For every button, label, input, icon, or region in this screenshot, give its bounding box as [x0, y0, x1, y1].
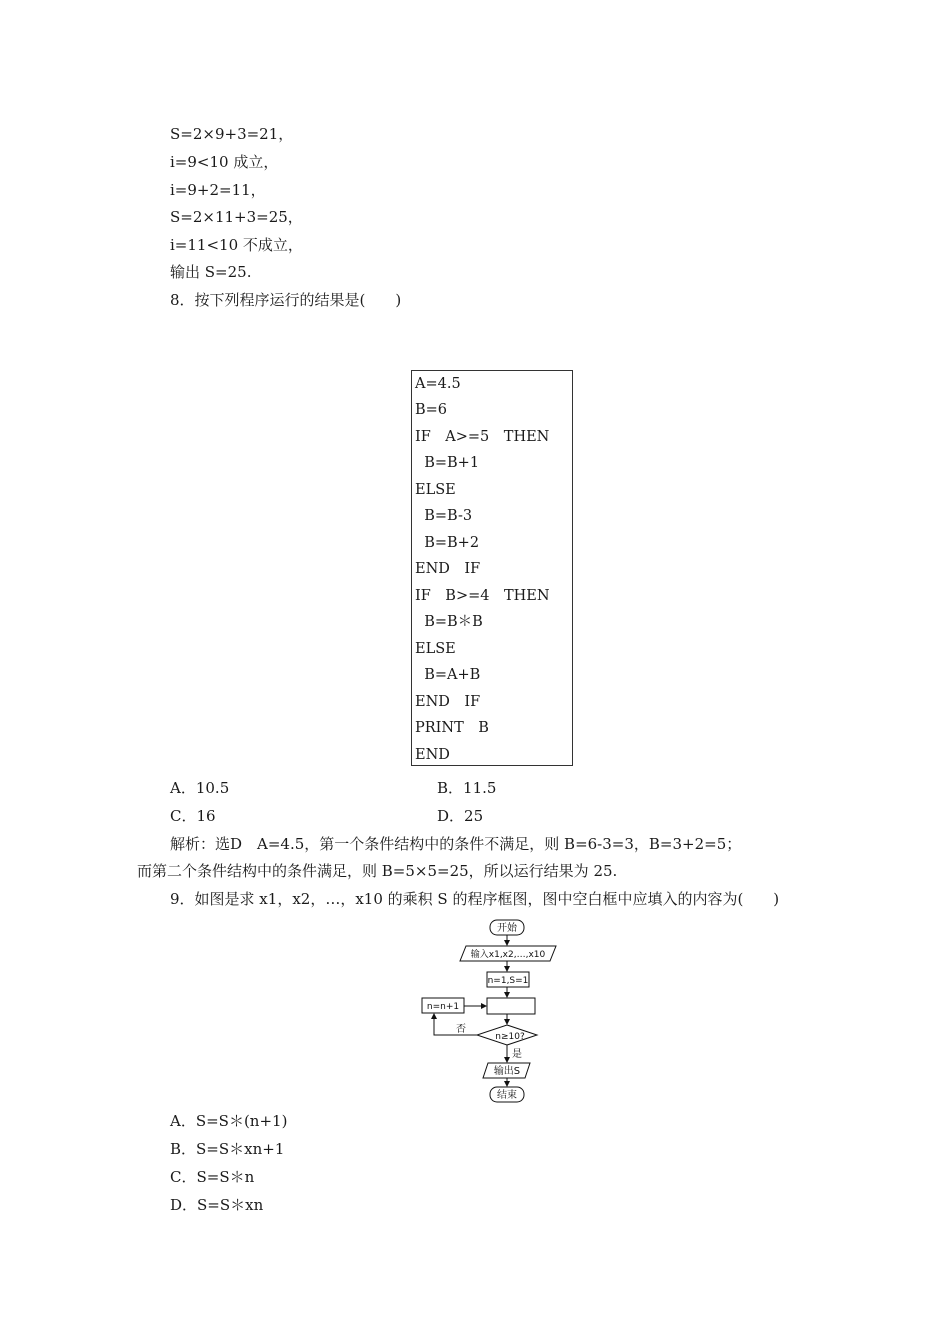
end-text: 结束 [497, 1090, 517, 1101]
program-line: ELSE [415, 641, 456, 657]
program-line: PRINT B [415, 720, 489, 736]
q8-option-d: D．25 [437, 807, 484, 825]
program-box [411, 370, 573, 766]
program-line: B=A+B [415, 667, 481, 683]
output-text: 输出S [493, 1066, 521, 1077]
program-line: B=B+1 [415, 455, 480, 471]
input-text: 输入x1,x2,…,x10 [470, 950, 546, 960]
calc-line-3: i=9+2=11， [170, 181, 266, 199]
q9-option-d: D．S=S＊xn [170, 1196, 264, 1214]
program-line: B=6 [415, 402, 448, 418]
q9-stem: 9．如图是求 x1，x2，…，x10 的乘积 S 的程序框图，图中空白框中应填入的内容为( ) [170, 890, 780, 908]
q9-option-c: C．S=S＊n [170, 1168, 255, 1186]
yes-label: 是 [512, 1049, 522, 1060]
condition-text: n≥10? [495, 1032, 525, 1042]
calc-line-6: 输出 S=25. [170, 263, 252, 281]
flowchart [420, 918, 560, 1104]
program-line: B=B＊B [415, 614, 483, 630]
calc-line-5: i=11<10 不成立， [170, 236, 303, 254]
start-text: 开始 [497, 923, 517, 934]
q8-stem: 8．按下列程序运行的结果是( ) [170, 291, 402, 309]
no-label: 否 [456, 1024, 466, 1035]
q8-analysis-2: 而第二个条件结构中的条件满足，则 B=5×5=25，所以运行结果为 25. [137, 862, 618, 880]
flowchart-svg [420, 918, 560, 1104]
program-line: B=B+2 [415, 535, 480, 551]
program-line: END IF [415, 694, 481, 710]
program-line: END [415, 747, 450, 763]
q8-option-a: A．10.5 [170, 779, 230, 797]
program-line: ELSE [415, 482, 456, 498]
q9-option-a: A．S=S＊(n+1) [170, 1112, 288, 1130]
q9-option-b: B．S=S＊xn+1 [170, 1140, 285, 1158]
program-line: IF B>=4 THEN [415, 588, 550, 604]
program-line: A=4.5 [415, 376, 461, 392]
program-line: IF A>=5 THEN [415, 429, 550, 445]
q8-option-b: B．11.5 [437, 779, 497, 797]
q8-option-c: C．16 [170, 807, 216, 825]
blank-box [487, 998, 535, 1014]
increment-text: n=n+1 [426, 1002, 460, 1012]
calc-line-1: S=2×9+3=21， [170, 125, 294, 143]
q8-analysis-1: 解析：选D A=4.5，第一个条件结构中的条件不满足，则 B=6-3=3，B=3+2=5； [170, 835, 742, 853]
program-line: B=B-3 [415, 508, 473, 524]
calc-line-2: i=9<10 成立， [170, 153, 279, 171]
init-text: n=1,S=1 [487, 976, 529, 986]
program-line: END IF [415, 561, 481, 577]
calc-line-4: S=2×11+3=25， [170, 208, 303, 226]
